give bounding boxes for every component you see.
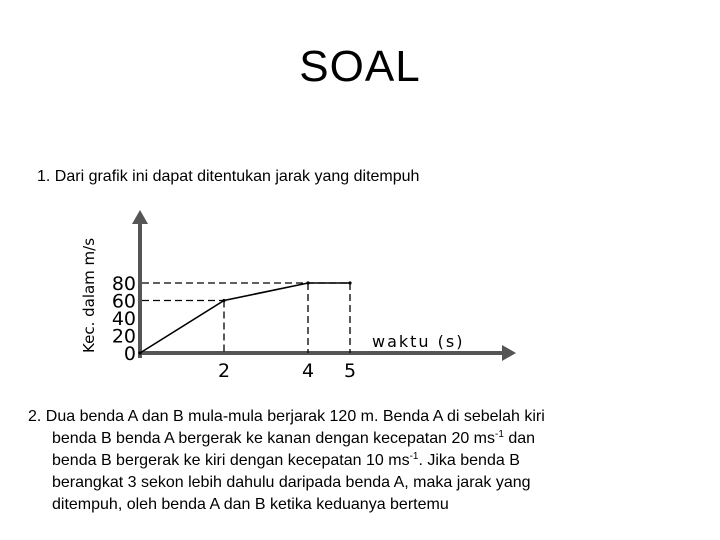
q2-line-3-sup: -1 bbox=[409, 451, 419, 462]
y-tick-label: 40 bbox=[111, 308, 136, 330]
slide-title: SOAL bbox=[299, 42, 421, 91]
y-tick-label: 80 bbox=[111, 273, 136, 295]
series-group bbox=[138, 281, 351, 354]
question-2 bbox=[28, 406, 708, 516]
y-axis-arrow bbox=[132, 210, 148, 224]
y-tick-label: 0 bbox=[123, 343, 136, 365]
q2-line-4: berangkat 3 sekon lebih dahulu daripada benda A, maka jarak yang bbox=[52, 474, 531, 491]
x-tick-label: 4 bbox=[301, 360, 315, 382]
question-1: 1. Dari grafik ini dapat ditentukan jarak yang ditempuh bbox=[37, 168, 420, 185]
guide-lines bbox=[142, 283, 350, 353]
x-tick-labels bbox=[218, 360, 356, 382]
q2-line-2 bbox=[28, 428, 708, 450]
x-tick-label: 5 bbox=[343, 360, 357, 382]
y-tick-labels bbox=[112, 273, 136, 365]
y-tick-label: 20 bbox=[111, 325, 136, 348]
q2-line-2-tail: dan bbox=[503, 430, 536, 447]
data-point bbox=[138, 351, 141, 354]
y-axis-label: Kec. dalam m/s bbox=[80, 237, 98, 353]
q2-line-3-text: benda B bergerak ke kiri dengan kecepatan 10 ms bbox=[52, 452, 410, 469]
q2-line-3-tail: . Jika benda B bbox=[418, 452, 520, 469]
x-axis-arrow bbox=[502, 345, 516, 361]
velocity-time-chart bbox=[74, 210, 524, 385]
x-tick-label: 2 bbox=[217, 360, 231, 382]
x-axis-label: waktu (s) bbox=[372, 332, 465, 351]
q2-line-1: 2. Dua benda A dan B mula-mula berjarak 120 m. Benda A di sebelah kiri bbox=[28, 408, 545, 425]
data-point bbox=[348, 281, 351, 284]
series-line bbox=[140, 283, 350, 353]
y-tick-label: 60 bbox=[111, 290, 136, 313]
q2-line-3 bbox=[28, 450, 708, 472]
data-point bbox=[222, 299, 225, 302]
data-point bbox=[306, 281, 309, 284]
q2-line-2-text: benda B benda A bergerak ke kanan dengan kecepatan 20 ms bbox=[52, 430, 496, 447]
q2-line-5: ditempuh, oleh benda A dan B ketika keduanya bertemu bbox=[52, 496, 449, 513]
q2-line-2-sup: -1 bbox=[495, 429, 504, 440]
